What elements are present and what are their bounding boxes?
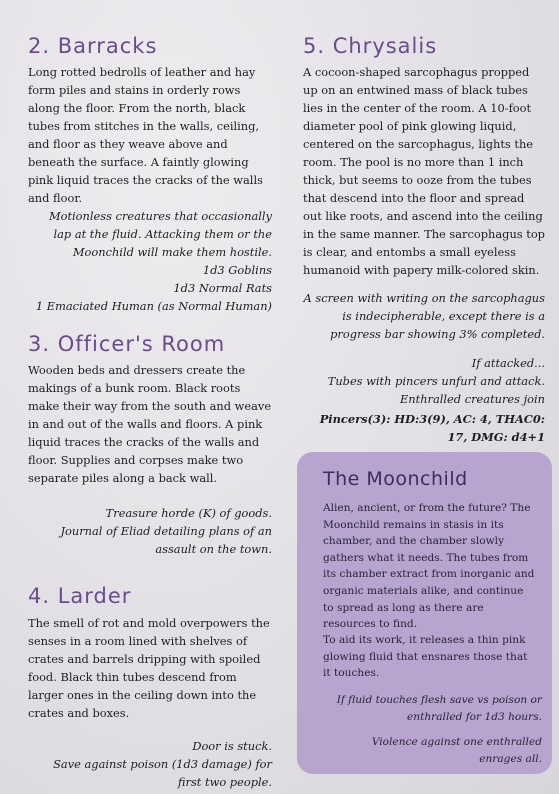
barracks-heading: 2. Barracks [28, 34, 158, 58]
moonchild-violence-note: Violence against one enthralled enrages all. [371, 736, 542, 765]
officers-room-body: Wooden beds and dressers create the makings of a bunk room. Black roots make their way from the south and weave in and out of the walls and floors. A pink liquid traces the cracks of the walls and floor. Supplies and corpses make two separate piles along a back wall. [28, 363, 272, 485]
officers-room-heading: 3. Officer's Room [28, 332, 226, 356]
moonchild-save-note: If fluid touches flesh save vs poison or enthralled for 1d3 hours. [336, 694, 542, 723]
barracks-body: Long rotted bedrolls of leather and hay form piles and stains in orderly rows along the floor. From the north, black tubes from stitches in the walls, ceiling, and floor as they weave above and beneath the surface. A faintly glowing pink liquid traces the cracks of the walls and floor. [28, 65, 263, 205]
larder-door: Door is stuck. [192, 739, 272, 753]
larder-body: The smell of rot and mold overpowers the senses in a room lined with shelves of crates and barrels dripping with spoiled food. Black thin tubes descend from larger ones in the ceiling down into the crates and boxes. [28, 616, 270, 720]
chrysalis-heading: 5. Chrysalis [303, 34, 438, 58]
chrysalis-body: A cocoon-shaped sarcophagus propped up on an entwined mass of black tubes lies in the center of the room. A 10-foot diameter pool of pink glowing liquid, centered on the sarcophagus, lights the room. The pool is no more than 1 inch thick, but seems to ooze from the tubes that descend into the floor and spread out like roots, and ascend into the ceiling in the same manner. The sarcophagus top is clear, and entombs a small eyeless humanoid with papery milk-colored skin. [303, 65, 545, 277]
barracks-encounter-rats: 1d3 Normal Rats [173, 281, 272, 295]
chrysalis-pincers: Tubes with pincers unfurl and attack. [327, 374, 545, 388]
officers-room-journal: Journal of Eliad detailing plans of an assault on the town. [60, 524, 272, 556]
larder-heading: 4. Larder [28, 584, 132, 608]
barracks-encounter-goblins: 1d3 Goblins [202, 263, 272, 277]
moonchild-sidebar [297, 452, 552, 774]
chrysalis-attacked: If attacked... [471, 356, 545, 370]
chrysalis-stats: Pincers(3): HD:3(9), AC: 4, THAC0: 17, DMG: d4+1 [319, 412, 545, 444]
moonchild-heading: The Moonchild [323, 468, 468, 490]
chrysalis-screen: A screen with writing on the sarcophagus is indecipherable, except there is a progress bar showing 3% completed. [303, 291, 545, 341]
chrysalis-enthralled: Enthralled creatures join [399, 392, 545, 406]
barracks-encounter-human: 1 Emaciated Human (as Normal Human) [35, 299, 272, 313]
officers-room-treasure: Treasure horde (K) of goods. [105, 506, 272, 520]
moonchild-fluid: To aid its work, it releases a thin pink glowing fluid that ensnares those that it touches. [323, 634, 528, 680]
larder-save: Save against poison (1d3 damage) for first two people. [53, 757, 272, 789]
barracks-note: Motionless creatures that occasionally lap at the fluid. Attacking them or the Moonchild will make them hostile. [48, 209, 272, 259]
moonchild-intro: Alien, ancient, or from the future? The Moonchild remains in stasis in its chamber, and the chamber slowly gathers what it needs. The tubes from its chamber extract from inorganic and organic materials alike, and continue to spread as long as there are resources to find. [323, 502, 535, 631]
